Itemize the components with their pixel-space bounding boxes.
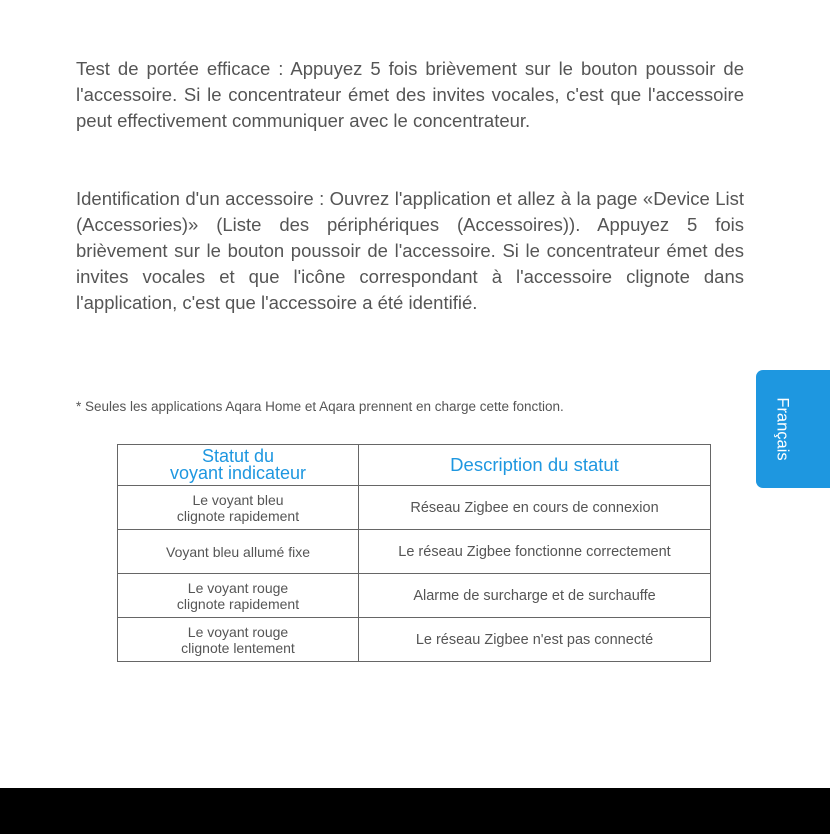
status-line2: clignote lentement — [181, 639, 295, 656]
description-cell: Le réseau Zigbee fonctionne correctement — [359, 530, 711, 574]
status-line2: clignote rapidement — [176, 595, 300, 612]
table-row — [118, 574, 711, 618]
status-cell — [118, 574, 359, 618]
status-header-line1: Statut du — [201, 446, 275, 466]
status-cell — [118, 618, 359, 662]
status-line1: Le voyant rouge — [187, 579, 289, 596]
table-header-row — [118, 445, 711, 486]
status-header-line2: voyant indicateur — [169, 463, 307, 483]
description-header-label: Description du statut — [450, 454, 619, 475]
table-row — [118, 618, 711, 662]
status-line1: Le voyant bleu — [192, 491, 284, 508]
status-cell — [118, 530, 359, 574]
table-row — [118, 486, 711, 530]
description-cell: Le réseau Zigbee n'est pas connecté — [359, 618, 711, 662]
indicator-status-table — [117, 444, 711, 662]
table-row — [118, 530, 711, 574]
footnote: * Seules les applications Aqara Home et Aqara prennent en charge cette fonction. — [76, 399, 564, 414]
status-line1: Le voyant rouge — [187, 623, 289, 640]
status-column-header — [118, 445, 359, 486]
identification-paragraph: Identification d'un accessoire : Ouvrez l'application et allez à la page «Device List (Accessories)» (Liste des périphériques (Accessoires)). Appuyez 5 fois brièvement sur le bouton poussoir de l'accessoire. Si le concentrateur émet des invites vocales et que l'icône correspondant à l'accessoire clignote dans l'application, c'est que l'accessoire a été identifié. — [76, 188, 744, 313]
status-line1: Voyant bleu allumé fixe — [166, 543, 310, 560]
bottom-black-bar — [0, 788, 830, 834]
language-tab-label: Français — [773, 397, 792, 461]
description-column-header — [359, 445, 711, 486]
status-line2: clignote rapidement — [176, 507, 300, 524]
description-cell: Réseau Zigbee en cours de connexion — [359, 486, 711, 530]
description-cell: Alarme de surcharge et de surchauffe — [359, 574, 711, 618]
range-test-paragraph: Test de portée efficace : Appuyez 5 fois brièvement sur le bouton poussoir de l'accessoire. Si le concentrateur émet des invites vocales, c'est que l'accessoire peut effectivement communiquer avec le concentrateur. — [76, 58, 744, 131]
status-cell — [118, 486, 359, 530]
language-tab — [756, 370, 830, 488]
